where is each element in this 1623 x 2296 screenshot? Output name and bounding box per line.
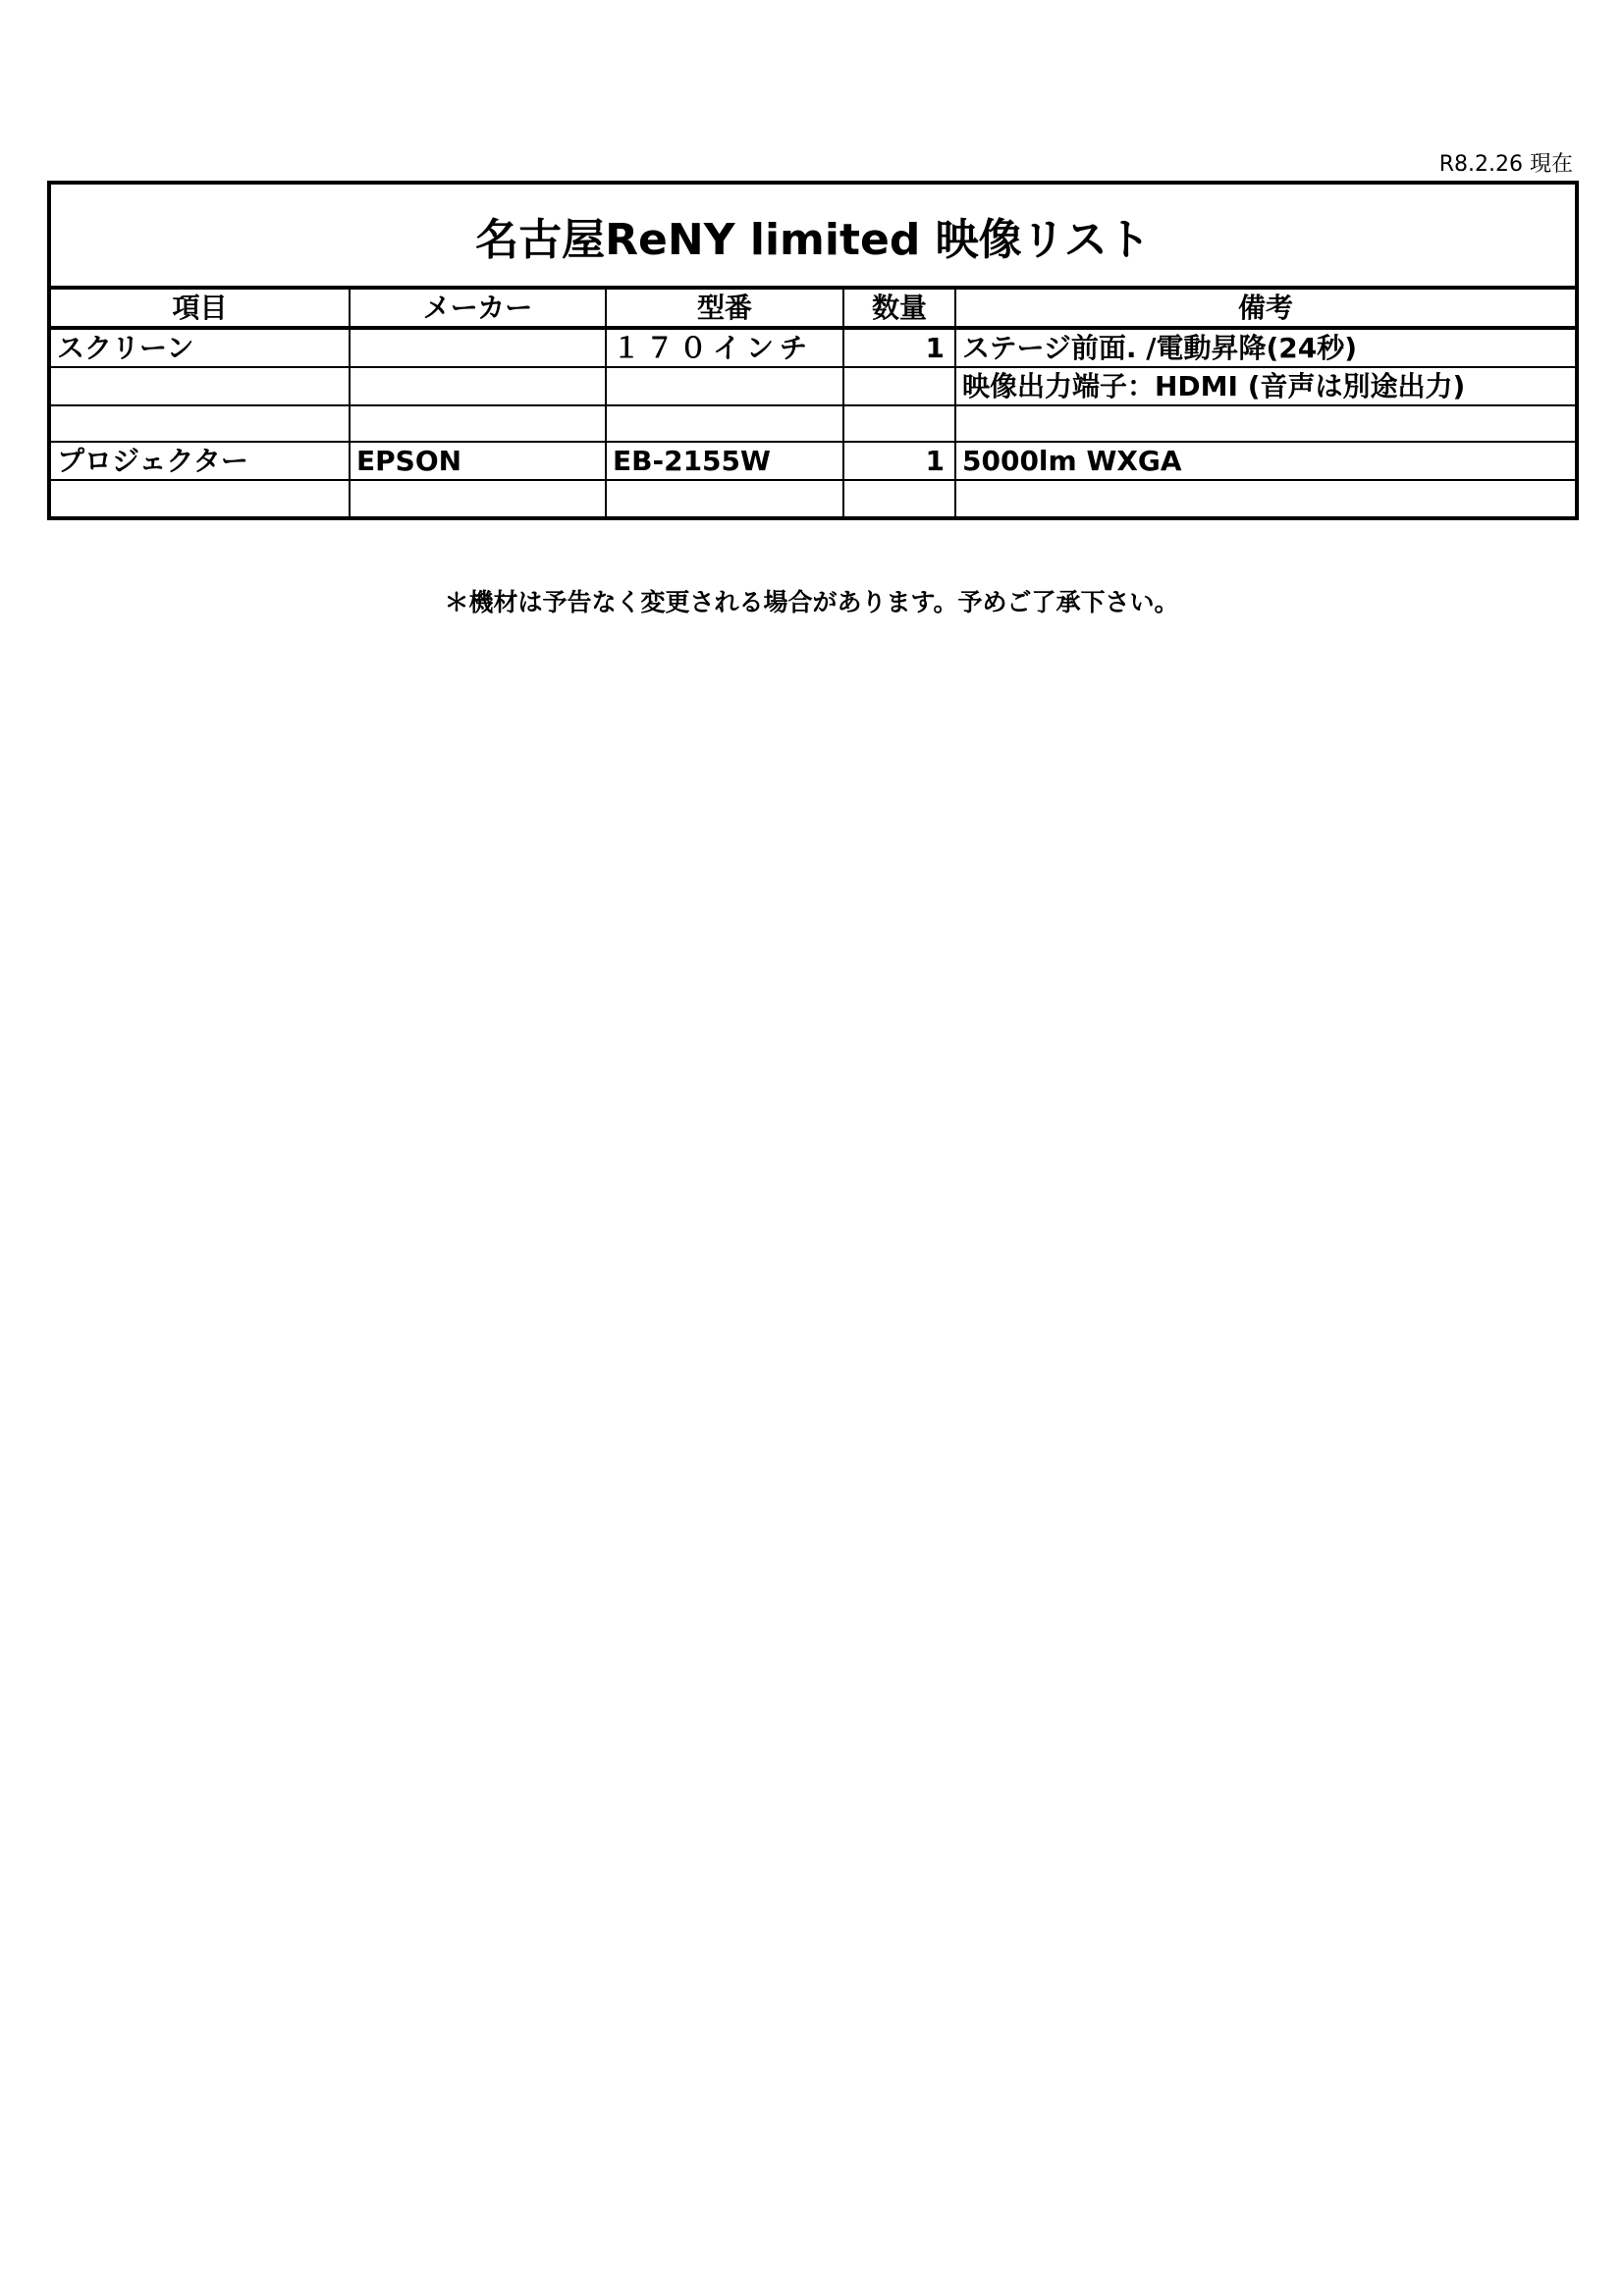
cell-remarks (955, 480, 1575, 516)
column-header-item: 項目 (51, 290, 350, 328)
cell-remarks: 5000lm WXGA (955, 442, 1575, 480)
column-header-maker: メーカー (350, 290, 606, 328)
cell-item (51, 405, 350, 442)
cell-remarks: 映像出力端子：HDMI (音声は別途出力) (955, 367, 1575, 405)
cell-maker (350, 480, 606, 516)
cell-remarks: ステージ前面. /電動昇降(24秒) (955, 328, 1575, 367)
cell-item: スクリーン (51, 328, 350, 367)
cell-item (51, 367, 350, 405)
cell-maker (350, 328, 606, 367)
cell-maker (350, 367, 606, 405)
column-header-model: 型番 (606, 290, 843, 328)
cell-item (51, 480, 350, 516)
table-row (51, 405, 1575, 442)
sheet-title: 名古屋ReNY limited 映像リスト (51, 185, 1575, 290)
column-header-remarks: 備考 (955, 290, 1575, 328)
footnote: ＊機材は予告なく変更される場合があります。予めご了承下さい。 (444, 588, 1179, 616)
cell-model: １７０インチ (606, 328, 843, 367)
cell-quantity (843, 405, 955, 442)
equipment-table (51, 290, 1575, 516)
cell-model (606, 480, 843, 516)
equipment-sheet (47, 181, 1579, 520)
cell-remarks (955, 405, 1575, 442)
cell-quantity (843, 480, 955, 516)
cell-quantity: 1 (843, 328, 955, 367)
table-row (51, 442, 1575, 480)
cell-model: EB-2155W (606, 442, 843, 480)
cell-model (606, 367, 843, 405)
cell-quantity (843, 367, 955, 405)
cell-item: プロジェクター (51, 442, 350, 480)
as-of-date: R8.2.26 現在 (1438, 152, 1573, 177)
table-row (51, 367, 1575, 405)
table-header-row (51, 290, 1575, 328)
cell-maker (350, 405, 606, 442)
cell-maker: EPSON (350, 442, 606, 480)
cell-quantity: 1 (843, 442, 955, 480)
table-row (51, 328, 1575, 367)
cell-model (606, 405, 843, 442)
table-row (51, 480, 1575, 516)
column-header-quantity: 数量 (843, 290, 955, 328)
